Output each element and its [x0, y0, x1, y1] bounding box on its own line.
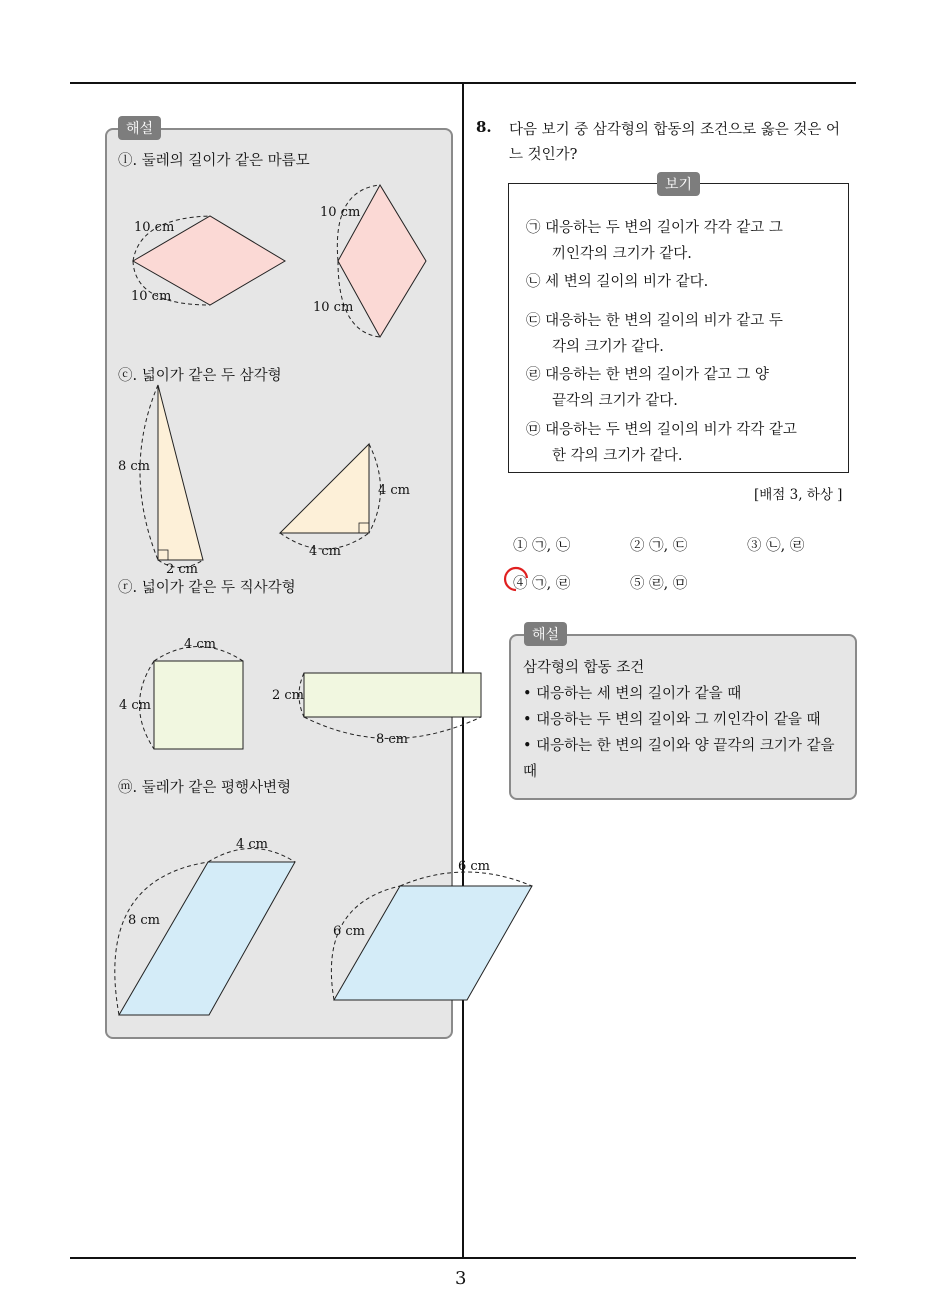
square-top-label: 4 cm — [184, 637, 217, 652]
question-line-2: 느 것인가? — [509, 147, 578, 163]
section-triangle-title: ⓒ. 넓이가 같은 두 삼각형 — [118, 368, 282, 384]
bogi-item-3b: 각의 크기가 같다. — [552, 339, 664, 355]
score-label: [배점 3, 하상 ] — [754, 487, 843, 503]
choice-2[interactable]: ② ㉠, ㉢ — [630, 538, 688, 554]
explanation-line-3: • 대응하는 두 변의 길이와 그 끼인각이 같을 때 — [523, 712, 821, 728]
triangle-1-height-label: 8 cm — [118, 459, 151, 474]
choice-4[interactable]: ④ ㉠, ㉣ — [513, 576, 571, 592]
section-parallelogram-title: ⓜ. 둘레가 같은 평행사변형 — [118, 780, 292, 796]
bogi-item-5b: 한 각의 크기가 같다. — [552, 448, 683, 464]
parallelogram-2-top-arc — [400, 872, 532, 886]
rhombus-1-bot-label: 10 cm — [131, 289, 172, 304]
section-rhombus-title: ⓛ. 둘레의 길이가 같은 마름모 — [118, 153, 310, 169]
square — [154, 661, 243, 749]
parallelogram-1-top-label: 4 cm — [236, 837, 269, 852]
bogi-item-5a: ㉤ 대응하는 두 변의 길이의 비가 각각 같고 — [526, 422, 797, 438]
right-explanation-tag: 해설 — [524, 622, 567, 646]
long-rectangle-bot-label: 8 cm — [376, 732, 409, 747]
parallelogram-1 — [119, 862, 295, 1015]
explanation-line-5: 때 — [523, 764, 538, 780]
long-rectangle-left-label: 2 cm — [272, 688, 305, 703]
bogi-item-3a: ㉢ 대응하는 한 변의 길이의 비가 같고 두 — [526, 313, 783, 329]
choice-5[interactable]: ⑤ ㉣, ㉤ — [630, 576, 688, 592]
triangle-1 — [158, 385, 203, 560]
bogi-item-4b: 끝각의 크기가 같다. — [552, 393, 678, 409]
question-number: 8. — [476, 118, 492, 136]
bogi-item-1b: 끼인각의 크기가 같다. — [552, 246, 692, 262]
left-explanation-tag: 해설 — [118, 116, 161, 140]
explanation-line-4: • 대응하는 한 변의 길이와 양 끝각의 크기가 같을 — [523, 738, 835, 754]
triangle-1-base-label: 2 cm — [166, 562, 199, 577]
parallelogram-2 — [334, 886, 532, 1000]
choice-1[interactable]: ① ㉠, ㉡ — [513, 538, 571, 554]
bogi-item-4a: ㉣ 대응하는 한 변의 길이가 같고 그 양 — [526, 367, 769, 383]
bogi-item-1a: ㉠ 대응하는 두 변의 길이가 각각 같고 그 — [526, 220, 783, 236]
parallelogram-1-side-label: 8 cm — [128, 913, 161, 928]
rhombus-2-bot-label: 10 cm — [313, 300, 354, 315]
rhombus-2-top-label: 10 cm — [320, 205, 361, 220]
page-number: 3 — [455, 1268, 467, 1289]
triangle-2-height-label: 4 cm — [378, 483, 411, 498]
triangle-2-base-label: 4 cm — [309, 544, 342, 559]
square-left-label: 4 cm — [119, 698, 152, 713]
triangle-2 — [280, 444, 369, 533]
bogi-tag: 보기 — [657, 172, 700, 196]
question-line-1: 다음 보기 중 삼각형의 합동의 조건으로 옳은 것은 어 — [509, 122, 841, 138]
rhombus-1-top-label: 10 cm — [134, 220, 175, 235]
parallelogram-2-top-label: 6 cm — [458, 859, 491, 874]
explanation-line-1: 삼각형의 합동 조건 — [523, 660, 645, 676]
section-rectangle-title: ⓡ. 넓이가 같은 두 직사각형 — [118, 580, 296, 596]
long-rectangle — [304, 673, 481, 717]
bogi-item-2: ㉡ 세 변의 길이의 비가 같다. — [526, 274, 709, 290]
choice-3[interactable]: ③ ㉡, ㉣ — [747, 538, 805, 554]
parallelogram-2-side-label: 6 cm — [333, 924, 366, 939]
explanation-line-2: • 대응하는 세 변의 길이가 같을 때 — [523, 686, 742, 702]
